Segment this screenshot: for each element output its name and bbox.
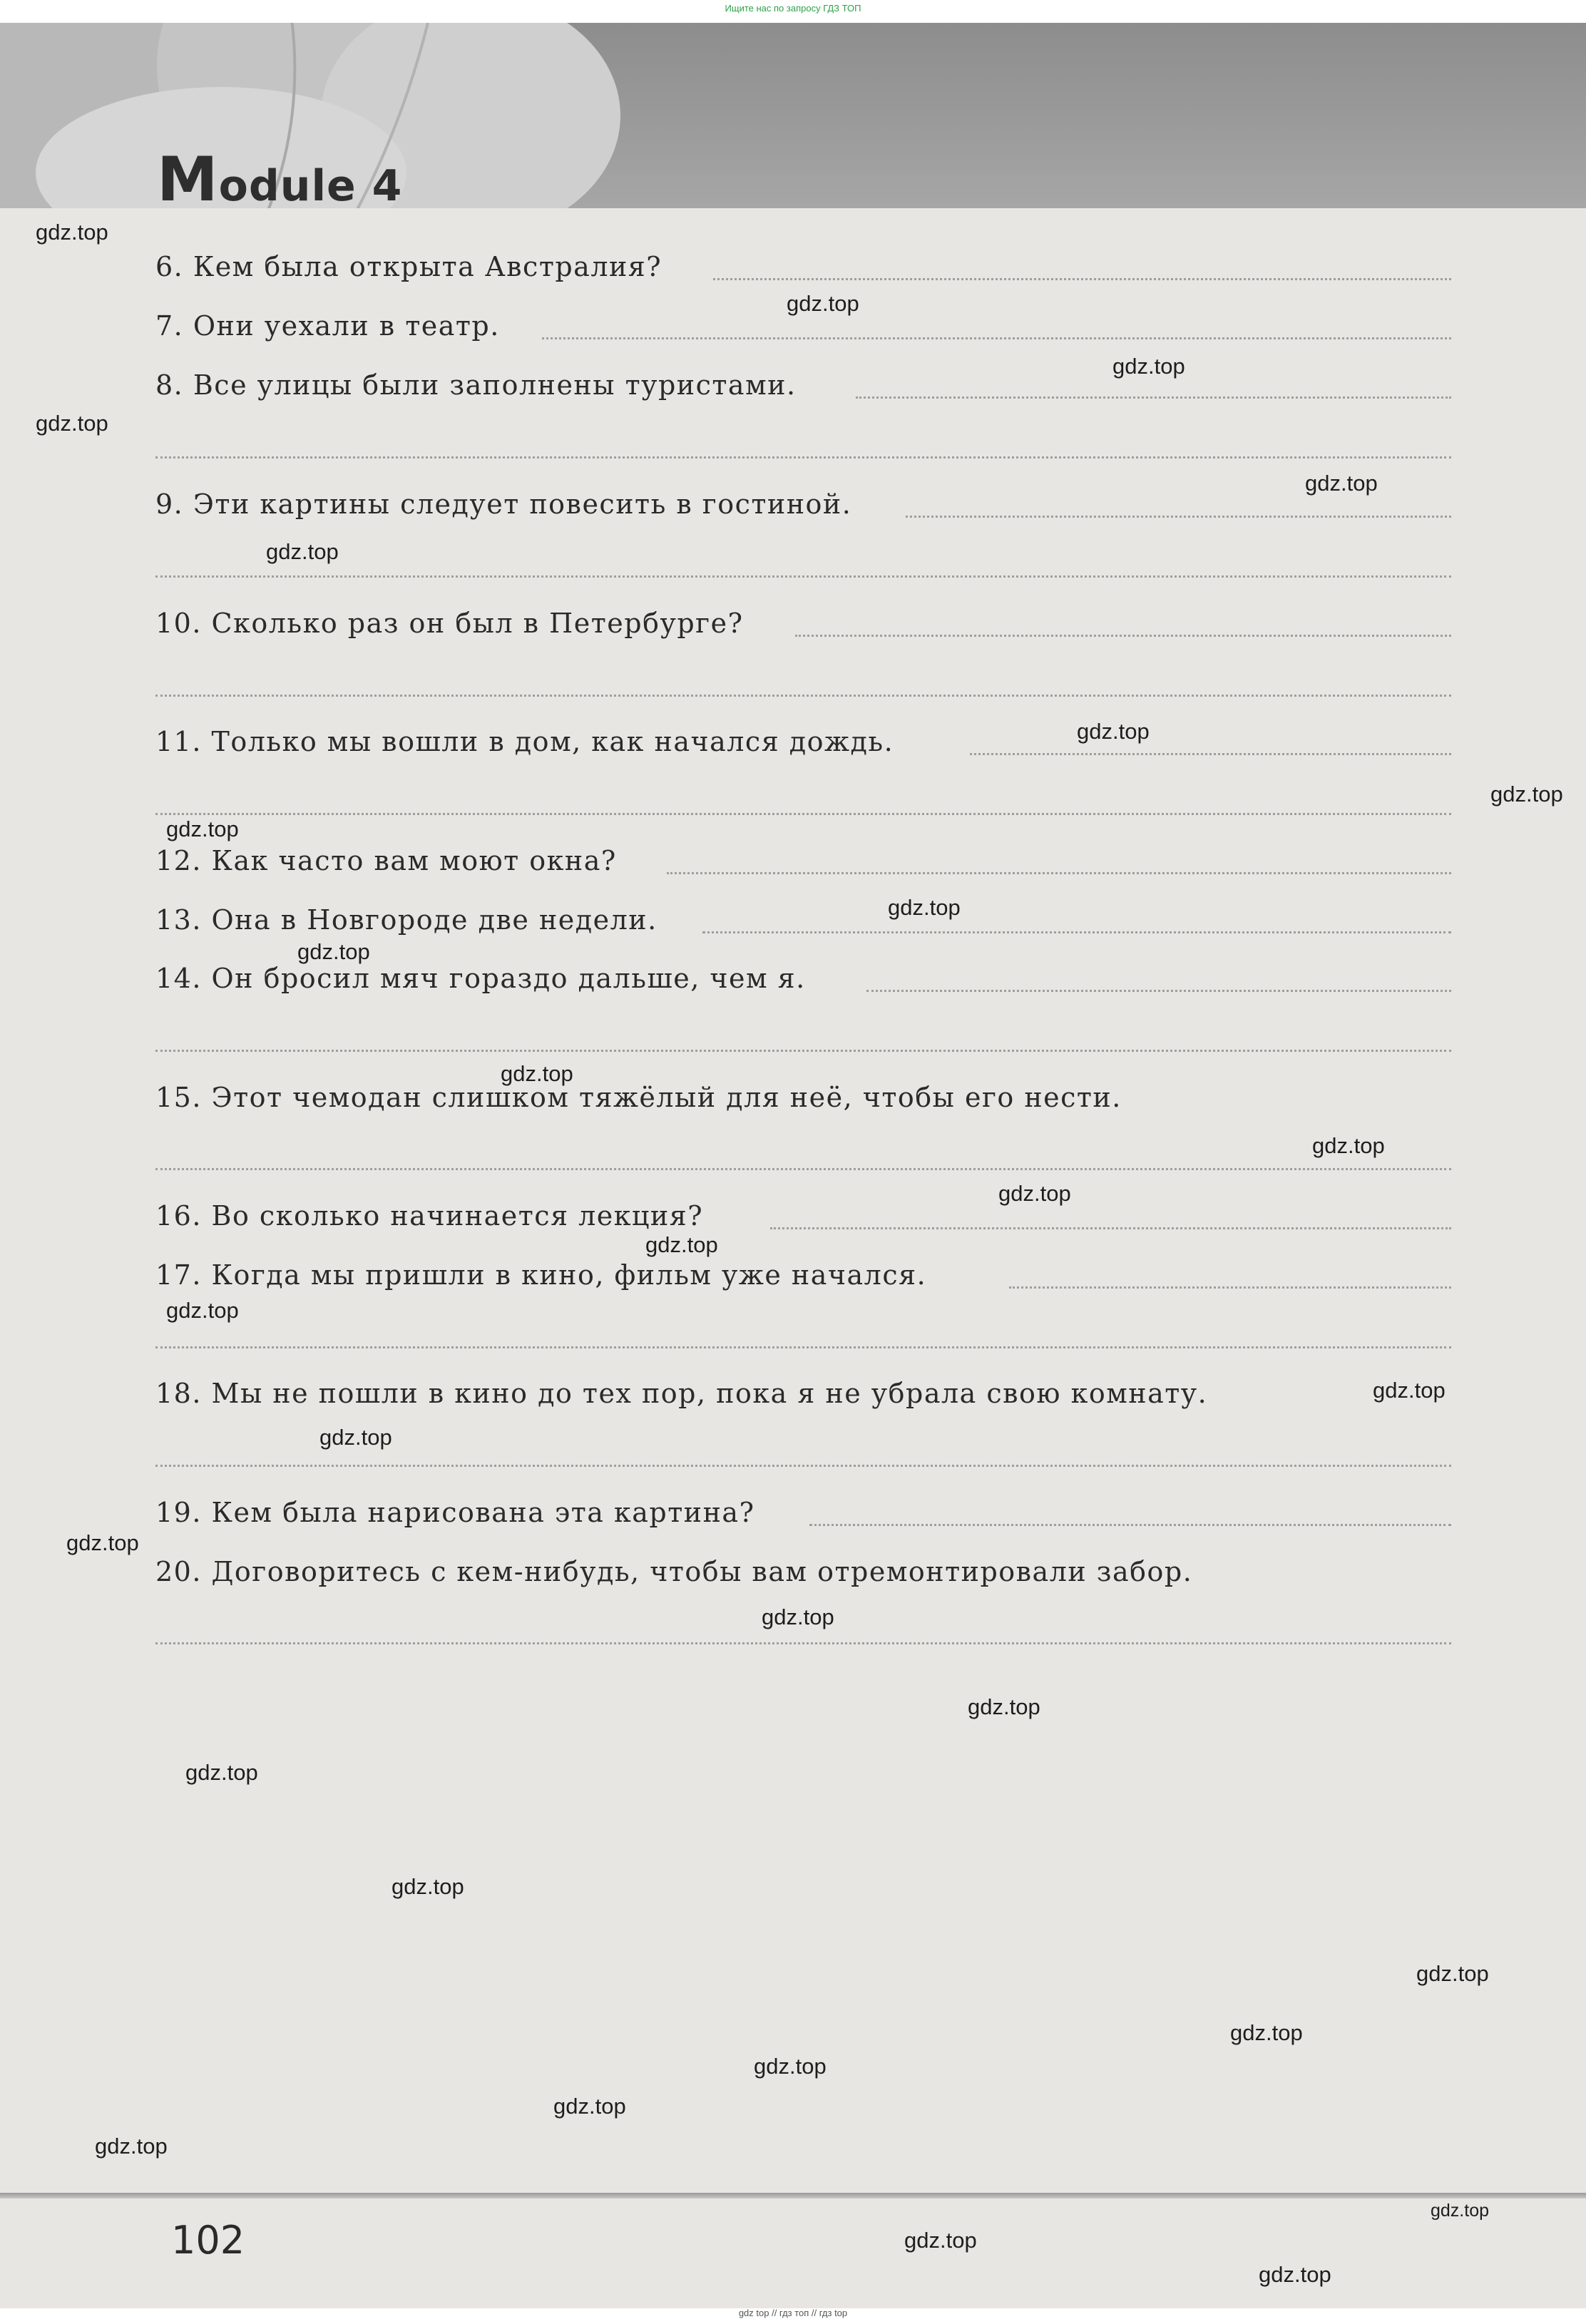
question-number: 13. [155, 904, 202, 936]
answer-line[interactable] [702, 931, 1451, 933]
watermark: gdz.top [968, 1694, 1040, 1719]
watermark: gdz.top [1077, 719, 1150, 744]
question-17 [155, 1259, 926, 1291]
watermark: gdz.top [998, 1181, 1071, 1206]
watermark: gdz.top [1431, 2201, 1490, 2221]
question-8 [155, 369, 797, 401]
watermark: gdz.top [66, 1530, 139, 1555]
watermark: gdz.top [166, 817, 239, 841]
watermark: gdz.top [762, 1604, 834, 1629]
question-text: Эти картины следует повесить в гостиной. [193, 488, 852, 520]
question-text: Мы не пошли в кино до тех пор, пока я не убрала свою комнату. [211, 1378, 1208, 1409]
watermark: gdz.top [1230, 2020, 1303, 2045]
question-11 [155, 726, 894, 757]
watermark: gdz.top [754, 2054, 827, 2079]
question-number: 19. [155, 1497, 202, 1528]
watermark: gdz.top [1112, 354, 1185, 379]
watermark: gdz.top [185, 1760, 258, 1785]
question-7 [155, 310, 500, 342]
watermark: gdz.top [1373, 1378, 1446, 1403]
workbook-page [0, 23, 1586, 2308]
answer-line[interactable] [770, 1227, 1451, 1229]
watermark: gdz.top [297, 939, 370, 964]
bottom-note: gdz top // гдз топ // гдз top [738, 2308, 848, 2318]
watermark: gdz.top [904, 2228, 977, 2253]
module-title [157, 144, 402, 208]
question-text: Как часто вам моют окна? [211, 845, 617, 876]
watermark: gdz.top [95, 2134, 168, 2159]
question-text: Кем была открыта Австралия? [193, 251, 662, 282]
question-text: Только мы вошли в дом, как начался дождь. [211, 726, 894, 757]
question-14 [155, 963, 806, 994]
question-number: 12. [155, 845, 202, 876]
watermark: gdz.top [1416, 1961, 1489, 1986]
question-text: Все улицы были заполнены туристами. [193, 369, 797, 401]
module-title-rest: odule 4 [218, 161, 403, 208]
question-text: Когда мы пришли в кино, фильм уже начался. [211, 1259, 927, 1291]
answer-line[interactable] [856, 396, 1451, 399]
answer-line[interactable] [155, 695, 1451, 697]
page-number: 102 [171, 2218, 245, 2263]
answer-line[interactable] [795, 635, 1451, 637]
answer-line[interactable] [1009, 1286, 1451, 1289]
question-number: 17. [155, 1259, 202, 1291]
question-number: 18. [155, 1378, 202, 1409]
answer-line[interactable] [542, 337, 1451, 339]
question-text: Этот чемодан слишком тяжёлый для неё, чтобы его нести. [211, 1082, 1122, 1113]
watermark: gdz.top [553, 2094, 626, 2119]
question-number: 7. [155, 310, 184, 342]
module-title-initial: M [157, 144, 219, 208]
question-text: Она в Новгороде две недели. [211, 904, 658, 936]
question-19 [155, 1497, 754, 1528]
answer-line[interactable] [155, 813, 1451, 815]
watermark: gdz.top [1312, 1133, 1385, 1158]
question-text: Во сколько начинается лекция? [211, 1200, 704, 1232]
answer-line[interactable] [866, 990, 1451, 992]
question-number: 16. [155, 1200, 202, 1232]
question-9 [155, 488, 851, 520]
watermark: gdz.top [392, 1874, 464, 1899]
question-number: 20. [155, 1556, 202, 1587]
top-search-note: Ищите нас по запросу ГДЗ ТОП [725, 3, 861, 14]
answer-line[interactable] [155, 575, 1451, 578]
answer-line[interactable] [155, 1346, 1451, 1348]
watermark: gdz.top [166, 1298, 239, 1323]
watermark: gdz.top [266, 539, 339, 564]
question-13 [155, 904, 658, 936]
watermark: gdz.top [36, 411, 108, 436]
watermark: gdz.top [319, 1425, 392, 1450]
answer-line[interactable] [155, 1168, 1451, 1170]
question-number: 14. [155, 963, 202, 994]
question-text: Он бросил мяч гораздо дальше, чем я. [211, 963, 806, 994]
watermark: gdz.top [787, 291, 859, 316]
question-20 [155, 1556, 1192, 1587]
answer-line[interactable] [667, 872, 1451, 874]
question-text: Сколько раз он был в Петербурге? [211, 608, 744, 639]
question-16 [155, 1200, 703, 1232]
question-number: 15. [155, 1082, 202, 1113]
watermark: gdz.top [1305, 471, 1378, 496]
footer-rule [0, 2193, 1586, 2198]
header-band [0, 23, 1586, 208]
answer-line[interactable] [155, 1465, 1451, 1467]
question-number: 8. [155, 369, 184, 401]
watermark: gdz.top [888, 895, 961, 920]
question-text: Договоритесь с кем-нибудь, чтобы вам отремонтировали забор. [211, 1556, 1193, 1587]
question-15 [155, 1082, 1122, 1113]
question-18 [155, 1378, 1207, 1409]
answer-line[interactable] [155, 456, 1451, 459]
answer-line[interactable] [155, 1642, 1451, 1644]
question-number: 6. [155, 251, 184, 282]
answer-line[interactable] [970, 753, 1451, 755]
question-text: Они уехали в театр. [193, 310, 500, 342]
question-12 [155, 845, 617, 876]
question-number: 9. [155, 488, 184, 520]
answer-line[interactable] [809, 1524, 1451, 1526]
watermark: gdz.top [501, 1061, 573, 1086]
watermark: gdz.top [36, 220, 108, 245]
question-number: 11. [155, 726, 202, 757]
question-number: 10. [155, 608, 202, 639]
watermark: gdz.top [1490, 782, 1563, 807]
question-10 [155, 608, 743, 639]
answer-line[interactable] [713, 278, 1451, 280]
answer-line[interactable] [906, 516, 1451, 518]
question-text: Кем была нарисована эта картина? [211, 1497, 755, 1528]
question-6 [155, 251, 662, 282]
answer-line[interactable] [155, 1050, 1451, 1052]
watermark: gdz.top [1259, 2262, 1331, 2287]
watermark: gdz.top [645, 1232, 718, 1257]
